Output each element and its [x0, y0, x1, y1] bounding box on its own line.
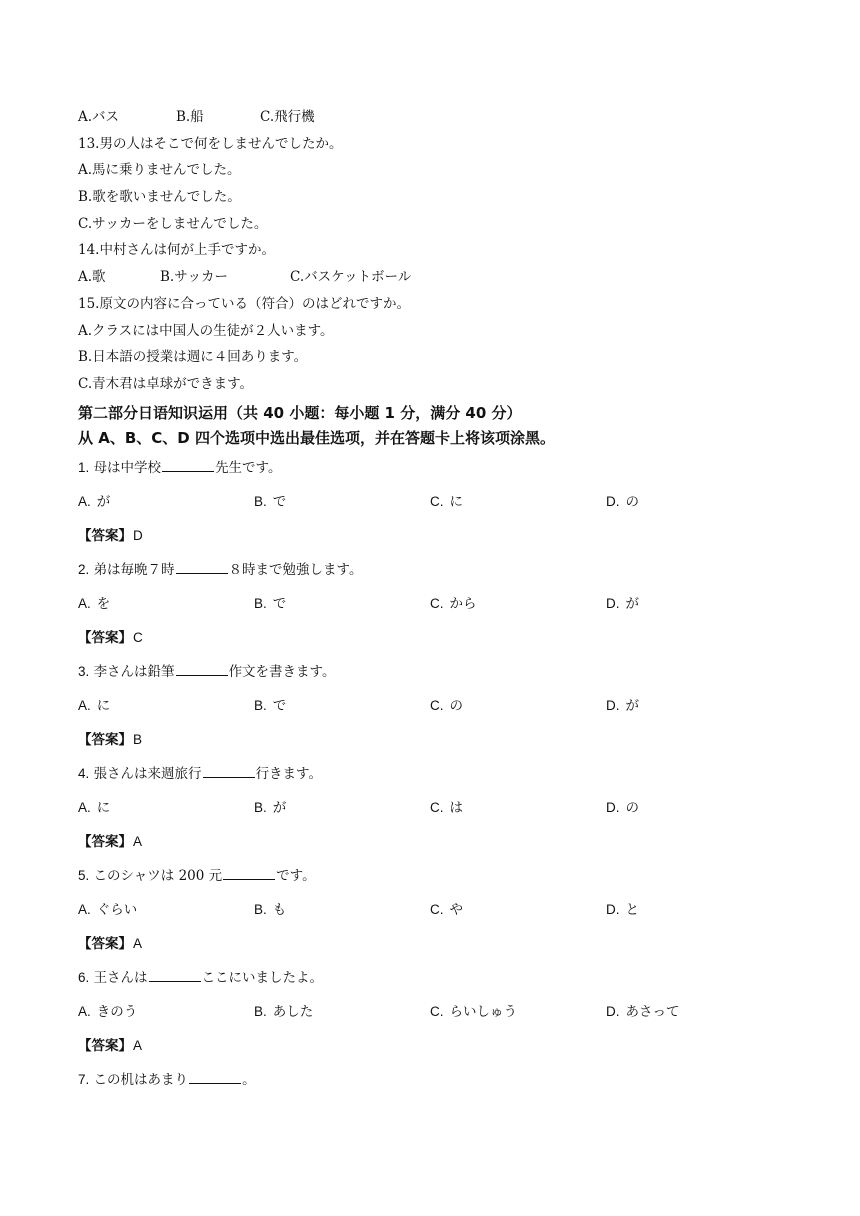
question-stem	[78, 859, 798, 893]
q14-question: 14.中村さんは何が上手ですか。	[78, 242, 275, 259]
option-c	[430, 995, 517, 1029]
option-d	[606, 893, 639, 927]
option-text: は	[449, 799, 463, 816]
q13-option-a: A.馬に乗りませんでした。	[78, 162, 241, 179]
question-1	[78, 451, 798, 553]
question-options	[78, 893, 798, 927]
question-text-after: ８時まで勉強します。	[228, 561, 363, 578]
option-b	[254, 893, 286, 927]
option-letter: C.	[430, 697, 444, 713]
question-stem	[78, 553, 798, 587]
answer-line	[78, 1029, 798, 1063]
question-options	[78, 485, 798, 519]
option-c	[430, 791, 463, 825]
q15-option-b: B.日本語の授業は週に４回あります。	[78, 349, 308, 366]
answer-blank	[149, 967, 201, 982]
answer-value: A	[133, 833, 143, 849]
question-number: 1.	[78, 459, 90, 475]
option-text: から	[449, 595, 477, 612]
answer-blank	[223, 865, 275, 880]
question-text-before: この机はあまり	[93, 1071, 189, 1088]
q14-option-b: B.サッカー	[160, 269, 228, 286]
question-options	[78, 689, 798, 723]
option-letter: A.	[78, 697, 91, 713]
option-b	[254, 791, 286, 825]
option-text: に	[96, 697, 111, 714]
answer-blank	[176, 661, 228, 676]
option-d	[606, 791, 639, 825]
option-text: が	[625, 697, 639, 714]
question-options	[78, 587, 798, 621]
option-letter: B.	[254, 799, 267, 815]
option-letter: D.	[606, 799, 620, 815]
q14-option-a: A.歌	[78, 269, 106, 286]
option-letter: D.	[606, 901, 620, 917]
answer-value: B	[133, 731, 143, 747]
answer-line	[78, 621, 798, 655]
option-text: も	[272, 901, 287, 918]
question-text-after: 作文を書きます。	[228, 663, 336, 680]
q14-option-c: C.バスケットボール	[290, 269, 412, 286]
option-letter: B.	[254, 493, 267, 509]
q15-option-a: A.クラスには中国人の生徒が２人います。	[78, 322, 334, 339]
option-c	[430, 485, 463, 519]
question-text-after: 。	[242, 1071, 256, 1088]
question-6	[78, 961, 798, 1063]
option-text: の	[625, 799, 639, 816]
option-c	[430, 689, 463, 723]
question-list	[78, 451, 798, 1097]
q12-option-a: A.バス	[78, 109, 120, 125]
answer-blank	[176, 559, 228, 574]
answer-value: A	[133, 935, 143, 951]
answer-label: 【答案】	[78, 731, 132, 748]
question-number: 6.	[78, 969, 90, 985]
question-number: 2.	[78, 561, 90, 577]
question-stem	[78, 961, 798, 995]
option-letter: A.	[78, 901, 91, 917]
question-number: 7.	[78, 1071, 90, 1087]
option-letter: B.	[254, 1003, 267, 1019]
option-text: きのう	[96, 1003, 138, 1020]
answer-line	[78, 519, 798, 553]
question-2	[78, 553, 798, 655]
option-text: の	[625, 493, 639, 510]
question-text-before: 母は中学校	[93, 459, 162, 476]
question-text-after: です。	[276, 867, 316, 884]
option-letter: B.	[254, 901, 267, 917]
option-letter: C.	[430, 493, 444, 509]
option-text: らいしゅう	[449, 1003, 517, 1020]
question-stem	[78, 1063, 798, 1097]
option-a	[78, 791, 110, 825]
option-text: が	[96, 493, 111, 510]
option-letter: D.	[606, 493, 620, 509]
answer-blank	[162, 457, 214, 472]
option-text: と	[625, 901, 639, 918]
question-4	[78, 757, 798, 859]
option-letter: C.	[430, 1003, 444, 1019]
question-text-before: 弟は毎晩７時	[93, 561, 175, 578]
option-text: を	[96, 595, 111, 612]
option-c	[430, 587, 477, 621]
section-heading: 第二部分日语知识运用（共 40 小题：每小题 1 分，满分 40 分）	[78, 403, 522, 422]
option-letter: A.	[78, 799, 91, 815]
option-b	[254, 587, 286, 621]
q14-options	[78, 264, 798, 291]
option-letter: C.	[430, 595, 444, 611]
option-a	[78, 995, 137, 1029]
option-letter: D.	[606, 697, 620, 713]
answer-line	[78, 927, 798, 961]
option-text: が	[625, 595, 639, 612]
question-number: 4.	[78, 765, 90, 781]
answer-blank	[189, 1069, 241, 1084]
answer-value: A	[133, 1037, 143, 1053]
option-text: あした	[272, 1003, 314, 1020]
option-letter: C.	[430, 901, 444, 917]
q15-option-c: C.青木君は卓球ができます。	[78, 375, 254, 392]
question-3	[78, 655, 798, 757]
option-text: で	[272, 595, 287, 612]
section-instruction: 从 A、B、C、D 四个选项中选出最佳选项，并在答题卡上将该项涂黑。	[78, 428, 555, 447]
option-a	[78, 893, 137, 927]
q13-option-b: B.歌を歌いませんでした。	[78, 189, 241, 206]
question-stem	[78, 757, 798, 791]
option-d	[606, 995, 680, 1029]
option-text: で	[272, 697, 287, 714]
question-text-before: 李さんは鉛筆	[93, 663, 175, 680]
option-letter: A.	[78, 1003, 91, 1019]
option-text: あさって	[625, 1003, 680, 1020]
option-text: や	[449, 901, 463, 918]
option-letter: B.	[254, 595, 267, 611]
q13-question: 13.男の人はそこで何をしませんでしたか。	[78, 135, 343, 152]
option-text: ぐらい	[96, 901, 138, 918]
document-page	[78, 104, 798, 1097]
option-letter: A.	[78, 493, 91, 509]
option-d	[606, 587, 639, 621]
q13-option-c: C.サッカーをしませんでした。	[78, 215, 268, 232]
question-text-after: 先生です。	[215, 459, 282, 476]
option-text: に	[96, 799, 111, 816]
question-number: 3.	[78, 663, 90, 679]
answer-blank	[203, 763, 255, 778]
option-b	[254, 995, 313, 1029]
answer-line	[78, 723, 798, 757]
answer-label: 【答案】	[78, 833, 132, 850]
q12-option-c: C.飛行機	[260, 109, 315, 125]
answer-value: C	[133, 629, 143, 645]
question-7	[78, 1063, 798, 1097]
option-letter: B.	[254, 697, 267, 713]
question-text-before: 張さんは来週旅行	[93, 765, 202, 782]
q12-option-b: B.船	[176, 109, 204, 125]
answer-label: 【答案】	[78, 935, 132, 952]
option-a	[78, 485, 110, 519]
question-stem	[78, 451, 798, 485]
option-a	[78, 689, 110, 723]
option-letter: A.	[78, 595, 91, 611]
option-b	[254, 485, 286, 519]
question-5	[78, 859, 798, 961]
question-options	[78, 995, 798, 1029]
option-d	[606, 689, 639, 723]
q12-options	[78, 104, 798, 131]
q15-question: 15.原文の内容に合っている（符合）のはどれですか。	[78, 295, 410, 312]
question-stem	[78, 655, 798, 689]
answer-label: 【答案】	[78, 527, 132, 544]
question-text-after: 行きます。	[255, 765, 322, 782]
option-a	[78, 587, 110, 621]
option-text: が	[272, 799, 287, 816]
option-letter: C.	[430, 799, 444, 815]
option-text: に	[449, 493, 463, 510]
answer-value: D	[133, 527, 143, 543]
question-options	[78, 791, 798, 825]
question-text-before: このシャツは 200 元	[93, 867, 223, 884]
option-d	[606, 485, 639, 519]
answer-line	[78, 825, 798, 859]
option-b	[254, 689, 286, 723]
option-text: で	[272, 493, 287, 510]
question-text-before: 王さんは	[93, 969, 148, 986]
answer-label: 【答案】	[78, 1037, 132, 1054]
answer-label: 【答案】	[78, 629, 132, 646]
option-letter: D.	[606, 595, 620, 611]
option-text: の	[449, 697, 463, 714]
question-text-after: ここにいましたよ。	[201, 969, 324, 986]
option-c	[430, 893, 463, 927]
question-number: 5.	[78, 867, 90, 883]
option-letter: D.	[606, 1003, 620, 1019]
